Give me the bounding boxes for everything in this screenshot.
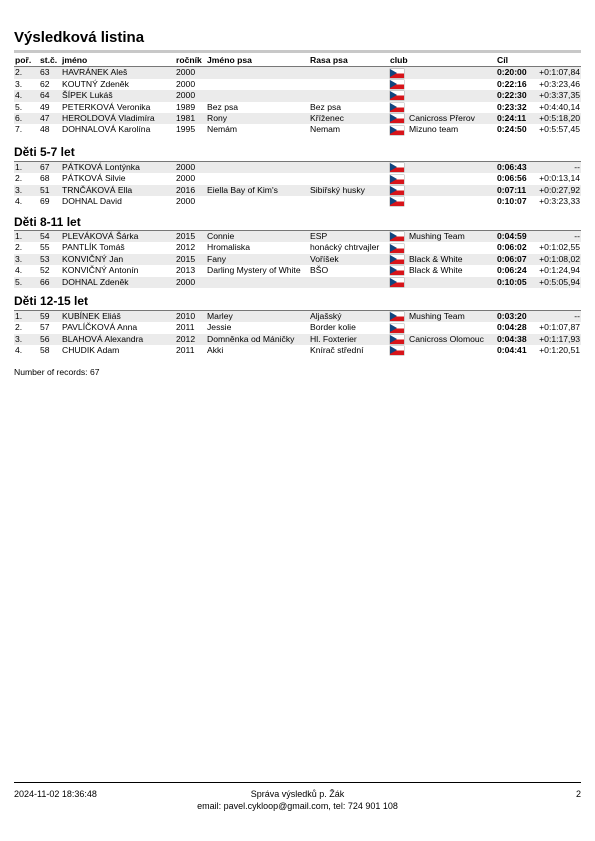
czech-flag-icon <box>390 69 404 78</box>
table-row <box>14 311 581 323</box>
cell-cil: 0:04:38 <box>496 334 534 345</box>
czech-flag-icon <box>390 163 404 172</box>
cell-rasa: Border kolie <box>310 322 356 333</box>
cell-cil: 0:04:28 <box>497 322 527 333</box>
table-header <box>14 55 581 67</box>
cell-rasa <box>309 162 389 174</box>
cell-jmeno: TRNČÁKOVÁ Ella <box>61 185 175 196</box>
cell-rocnik: 2000 <box>176 196 196 207</box>
cell-por: 7. <box>15 124 23 135</box>
czech-flag-icon <box>390 266 404 275</box>
cell-rocnik: 1981 <box>175 113 206 124</box>
cell-rocnik: 2000 <box>176 78 196 89</box>
cell-diff: +0:4:40,14 <box>539 101 580 112</box>
czech-flag-icon <box>390 312 404 321</box>
cell-pes: Hromaliska <box>207 242 250 253</box>
club-name: Mushing Team <box>409 231 465 241</box>
cell-club <box>389 322 496 333</box>
cell-club <box>389 254 496 265</box>
cell-rocnik: 2000 <box>175 90 206 101</box>
cell-diff: +0:1:20,51 <box>539 345 580 356</box>
cell-rocnik: 2011 <box>176 345 195 356</box>
cell-rasa <box>309 79 389 90</box>
cell-cil: 0:07:11 <box>496 185 534 196</box>
cell-diff: -- <box>534 311 581 323</box>
cell-por: 1. <box>14 311 39 323</box>
cell-jmeno: BLAHOVÁ Alexandra <box>61 334 175 345</box>
czech-flag-icon <box>390 335 404 344</box>
cell-rocnik: 2015 <box>175 231 206 243</box>
cell-cil: 0:06:24 <box>497 265 527 276</box>
cell-club <box>389 102 496 113</box>
cell-pes <box>206 277 309 288</box>
cell-diff: +0:5:57,45 <box>539 124 580 135</box>
cell-por: 3. <box>14 254 39 265</box>
table-row <box>14 334 581 345</box>
cell-por: 2. <box>15 173 23 184</box>
cell-rocnik: 2013 <box>176 265 196 276</box>
cell-por: 4. <box>15 345 23 356</box>
cell-por: 3. <box>15 78 23 89</box>
cell-diff: +0:1:07,84 <box>534 67 581 79</box>
cell-rocnik: 2000 <box>175 67 206 79</box>
table-row <box>14 254 581 265</box>
cell-club <box>389 162 496 174</box>
club-name: Canicross Přerov <box>409 113 475 124</box>
club-name: Black & White <box>409 253 463 264</box>
cell-pes <box>206 162 309 174</box>
cell-club <box>389 124 496 135</box>
cell-pes <box>206 196 309 207</box>
czech-flag-icon <box>390 186 404 195</box>
cell-stc: 68 <box>40 173 50 184</box>
results-table-3 <box>14 310 581 357</box>
cell-por: 6. <box>14 113 39 124</box>
cell-rocnik: 1989 <box>176 101 196 112</box>
cell-stc: 64 <box>39 90 61 101</box>
cell-cil: 0:10:05 <box>496 277 534 288</box>
cell-rocnik: 2012 <box>175 334 206 345</box>
czech-flag-icon <box>390 80 404 89</box>
cell-club <box>389 67 496 79</box>
cell-stc: 58 <box>40 345 50 356</box>
col-header-cil: Cíl <box>496 55 534 67</box>
cell-jmeno: DOHNALOVÁ Karolína <box>62 124 151 135</box>
cell-club <box>389 334 496 345</box>
cell-jmeno: PÁTKOVÁ Lontýnka <box>61 162 175 174</box>
table-row <box>14 67 581 79</box>
cell-diff: -- <box>534 231 581 243</box>
cell-pes: Jessie <box>207 322 232 333</box>
cell-rasa <box>309 196 389 207</box>
results-table-2 <box>14 230 581 288</box>
page-title: Výsledková listina <box>14 29 145 46</box>
club-name: Mizuno team <box>409 124 459 135</box>
cell-diff: +0:1:07,87 <box>539 322 580 333</box>
cell-diff: +0:1:24,94 <box>539 265 580 276</box>
cell-club <box>389 196 496 207</box>
cell-por: 3. <box>14 185 39 196</box>
table-row <box>14 162 581 174</box>
cell-cil: 0:04:41 <box>497 345 527 356</box>
cell-cil: 0:03:20 <box>496 311 534 323</box>
footer-date: 2024-11-02 18:36:48 <box>14 789 97 799</box>
table-row <box>14 79 581 90</box>
cell-diff: +0:1:08,02 <box>534 254 581 265</box>
cell-rocnik: 2000 <box>175 162 206 174</box>
cell-pes <box>206 90 309 101</box>
cell-rocnik: 1995 <box>176 124 196 135</box>
col-header-pes: Jméno psa <box>206 55 309 67</box>
czech-flag-icon <box>390 197 404 206</box>
cell-rocnik: 2011 <box>176 322 195 333</box>
cell-por: 1. <box>14 162 39 174</box>
section-title: Děti 5-7 let <box>14 145 75 159</box>
cell-stc: 62 <box>40 78 50 89</box>
czech-flag-icon <box>390 114 404 123</box>
cell-jmeno: DOHNAL Zdeněk <box>61 277 175 288</box>
col-header-rocnik: ročník <box>175 55 206 67</box>
cell-cil: 0:23:32 <box>497 101 527 112</box>
cell-jmeno: PAVLÍČKOVÁ Anna <box>62 322 138 333</box>
cell-rasa: Knírač střední <box>310 345 364 356</box>
cell-jmeno: CHUDIK Adam <box>62 345 120 356</box>
table-row <box>14 231 581 243</box>
cell-rasa: Voříšek <box>309 254 389 265</box>
table-row <box>14 124 581 135</box>
cell-por: 1. <box>14 231 39 243</box>
cell-diff: +0:1:02,55 <box>539 242 580 253</box>
cell-rocnik: 2015 <box>175 254 206 265</box>
cell-club <box>389 79 496 90</box>
cell-club <box>389 242 496 253</box>
cell-diff: +0:5:05,94 <box>534 277 581 288</box>
results-table-1 <box>14 161 581 208</box>
cell-diff: +0:3:23,46 <box>539 78 580 89</box>
table-row <box>14 185 581 196</box>
cell-pes: Nemám <box>207 124 238 135</box>
czech-flag-icon <box>390 175 404 184</box>
cell-diff: +0:0:27,92 <box>534 185 581 196</box>
cell-jmeno: PLEVÁKOVÁ Šárka <box>61 231 175 243</box>
czech-flag-icon <box>390 126 404 135</box>
czech-flag-icon <box>390 103 404 112</box>
cell-rasa: Nemam <box>310 124 341 135</box>
club-name: Canicross Olomouc <box>409 333 484 344</box>
table-row <box>14 173 581 184</box>
cell-diff: +0:5:18,20 <box>534 113 581 124</box>
cell-pes: Rony <box>206 113 309 124</box>
cell-rasa <box>309 67 389 79</box>
cell-rasa <box>309 90 389 101</box>
cell-diff: +0:3:23,33 <box>539 196 580 207</box>
cell-rasa: Aljašský <box>309 311 389 323</box>
table-row <box>14 113 581 124</box>
cell-stc: 53 <box>39 254 61 265</box>
cell-jmeno: KONVIČNÝ Jan <box>61 254 175 265</box>
table-row <box>14 322 581 333</box>
table-row <box>14 102 581 113</box>
cell-pes <box>206 67 309 79</box>
czech-flag-icon <box>390 324 404 333</box>
cell-club <box>389 185 496 196</box>
cell-cil: 0:06:56 <box>497 173 527 184</box>
cell-rasa <box>309 173 389 184</box>
cell-club <box>389 311 496 323</box>
cell-stc: 67 <box>39 162 61 174</box>
cell-jmeno: HEROLDOVÁ Vladimíra <box>61 113 175 124</box>
cell-club <box>389 90 496 101</box>
cell-rocnik: 2012 <box>176 242 196 253</box>
czech-flag-icon <box>390 255 404 264</box>
cell-jmeno: ŠÍPEK Lukáš <box>61 90 175 101</box>
cell-club <box>389 173 496 184</box>
cell-cil: 0:22:16 <box>497 78 527 89</box>
footer-contact: email: pavel.cykloop@gmail.com, tel: 724 901 108 <box>197 801 398 811</box>
cell-cil: 0:24:11 <box>496 113 534 124</box>
cell-diff: +0:1:17,93 <box>534 334 581 345</box>
cell-pes: Eiella Bay of Kim's <box>206 185 309 196</box>
col-header-jmeno: jméno <box>61 55 175 67</box>
cell-rocnik: 2010 <box>175 311 206 323</box>
cell-cil: 0:04:59 <box>496 231 534 243</box>
cell-cil: 0:24:50 <box>497 124 527 135</box>
club-name: Black & White <box>409 265 463 276</box>
table-row <box>14 242 581 253</box>
cell-diff: +0:0:13,14 <box>539 173 580 184</box>
cell-cil: 0:06:43 <box>496 162 534 174</box>
czech-flag-icon <box>390 244 404 253</box>
col-header-stc: st.č. <box>39 55 61 67</box>
cell-stc: 69 <box>40 196 50 207</box>
cell-rocnik: 2000 <box>175 277 206 288</box>
cell-rasa: Kříženec <box>309 113 389 124</box>
czech-flag-icon <box>390 91 404 100</box>
cell-pes <box>206 173 309 184</box>
cell-jmeno: PANTLÍK Tomáš <box>62 242 125 253</box>
cell-rasa: ESP <box>309 231 389 243</box>
cell-stc: 49 <box>40 101 50 112</box>
cell-pes: Connie <box>206 231 309 243</box>
cell-pes: Domněnka od Máničky <box>206 334 309 345</box>
cell-jmeno: KUBÍNEK Eliáš <box>61 311 175 323</box>
cell-cil: 0:22:30 <box>496 90 534 101</box>
col-header-club: club <box>389 55 496 67</box>
cell-stc: 47 <box>39 113 61 124</box>
cell-por: 2. <box>14 67 39 79</box>
cell-diff: +0:3:37,35 <box>534 90 581 101</box>
cell-stc: 48 <box>40 124 50 135</box>
table-row <box>14 265 581 276</box>
cell-jmeno: DOHNAL David <box>62 196 122 207</box>
cell-club <box>389 345 496 356</box>
czech-flag-icon <box>390 278 404 287</box>
cell-stc: 63 <box>39 67 61 79</box>
cell-cil: 0:06:07 <box>496 254 534 265</box>
cell-stc: 66 <box>39 277 61 288</box>
results-table-0 <box>14 55 581 136</box>
cell-por: 5. <box>15 101 23 112</box>
cell-jmeno: PETERKOVÁ Veronika <box>62 101 151 112</box>
cell-jmeno: PÁTKOVÁ Silvie <box>62 173 126 184</box>
cell-por: 4. <box>14 90 39 101</box>
cell-stc: 55 <box>40 242 50 253</box>
cell-por: 3. <box>14 334 39 345</box>
cell-rasa: BŠO <box>310 265 329 276</box>
club-name: Mushing Team <box>409 311 465 321</box>
czech-flag-icon <box>390 346 404 355</box>
cell-stc: 52 <box>40 265 50 276</box>
cell-por: 5. <box>14 277 39 288</box>
cell-rasa: Hl. Foxterier <box>309 334 389 345</box>
cell-stc: 59 <box>39 311 61 323</box>
table-row <box>14 277 581 288</box>
col-header-por: poř. <box>14 55 39 67</box>
page-number: 2 <box>575 789 581 799</box>
cell-stc: 56 <box>39 334 61 345</box>
cell-stc: 54 <box>39 231 61 243</box>
cell-club <box>389 113 496 124</box>
cell-jmeno: KOUTNÝ Zdeněk <box>62 78 129 89</box>
record-count: Number of records: 67 <box>14 367 100 377</box>
cell-rasa: Bez psa <box>310 101 342 112</box>
section-title: Děti 8-11 let <box>14 215 81 229</box>
col-header-rasa: Rasa psa <box>309 55 389 67</box>
cell-pes: Fany <box>206 254 309 265</box>
cell-diff: -- <box>534 162 581 174</box>
cell-pes <box>206 79 309 90</box>
cell-cil: 0:20:00 <box>496 67 534 79</box>
cell-cil: 0:10:07 <box>497 196 527 207</box>
cell-pes: Bez psa <box>207 101 239 112</box>
cell-rasa: honácký chtrvajler <box>310 242 380 253</box>
cell-club <box>389 277 496 288</box>
cell-cil: 0:06:02 <box>497 242 527 253</box>
cell-stc: 57 <box>40 322 50 333</box>
cell-jmeno: KONVIČNÝ Antonín <box>62 265 139 276</box>
cell-pes: Marley <box>206 311 309 323</box>
section-title: Děti 12-15 let <box>14 294 89 308</box>
cell-stc: 51 <box>39 185 61 196</box>
cell-por: 4. <box>15 265 23 276</box>
cell-jmeno: HAVRÁNEK Aleš <box>61 67 175 79</box>
cell-por: 2. <box>15 242 23 253</box>
cell-rocnik: 2016 <box>175 185 206 196</box>
cell-club <box>389 265 496 276</box>
czech-flag-icon <box>390 232 404 241</box>
cell-rasa: Sibiřský husky <box>309 185 389 196</box>
table-row <box>14 345 581 356</box>
cell-por: 2. <box>15 322 23 333</box>
table-row <box>14 196 581 207</box>
table-row <box>14 90 581 101</box>
cell-por: 4. <box>15 196 23 207</box>
cell-rocnik: 2000 <box>176 173 196 184</box>
cell-pes: Darling Mystery of White <box>207 265 301 276</box>
footer-divider <box>14 782 581 783</box>
cell-pes: Akki <box>207 345 224 356</box>
footer-organizer: Správa výsledků p. Žák <box>250 789 345 799</box>
cell-club <box>389 231 496 243</box>
cell-rasa <box>309 277 389 288</box>
title-divider <box>14 50 581 53</box>
